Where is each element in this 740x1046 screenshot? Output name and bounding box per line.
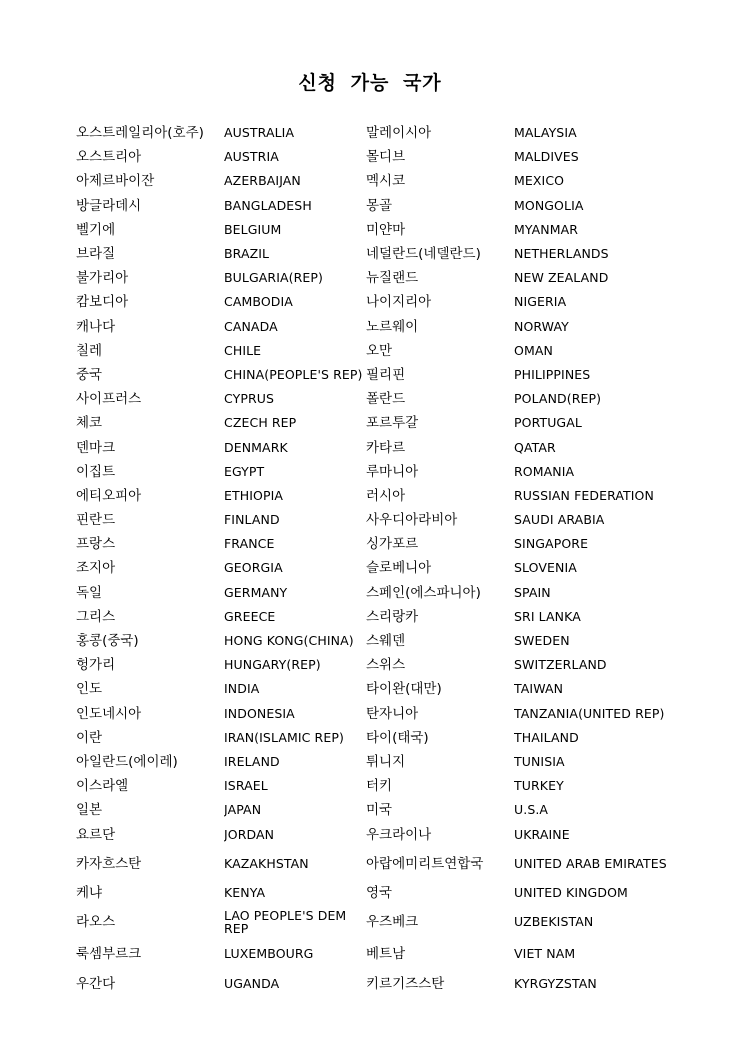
country-name-english: AUSTRIA [224,149,279,165]
country-name-english: IRAN(ISLAMIC REP) [224,729,344,745]
country-name-english: VIET NAM [514,945,576,961]
country-name-korean: 캐나다 [76,318,116,335]
country-name-korean: 오스트레일리아(호주) [76,125,204,142]
table-row [76,145,676,169]
country-name-korean: 라오스 [76,913,116,930]
country-name-korean: 폴란드 [366,391,406,408]
table-row [76,750,676,774]
country-name-korean: 미얀마 [366,221,406,238]
country-name-korean: 이스라엘 [76,778,129,795]
table-row [76,881,676,905]
country-name-korean: 오만 [366,342,393,359]
table-row [76,508,676,532]
country-name-korean: 나이지리아 [366,294,432,311]
country-name-english: UKRAINE [514,826,570,842]
country-name-english: PORTUGAL [514,415,582,431]
country-name-korean: 몰디브 [366,149,406,166]
country-name-korean: 몽골 [366,197,393,214]
country-name-korean: 뉴질랜드 [366,270,419,287]
country-name-korean: 스웨덴 [366,633,406,650]
country-name-korean: 칠레 [76,342,103,359]
country-name-english: AUSTRALIA [224,125,295,141]
country-name-english: TUNISIA [514,753,565,769]
country-name-korean: 에티오피아 [76,487,142,504]
country-name-english: SINGAPORE [514,536,589,552]
country-name-korean: 미국 [366,802,393,819]
table-row [76,532,676,556]
country-name-english: JAPAN [224,802,262,818]
table-row [76,556,676,580]
country-name-english: CHINA(PEOPLE'S REP) [224,366,363,382]
country-name-korean: 인도 [76,681,103,698]
country-name-korean: 룩셈부르크 [76,945,142,962]
country-name-korean: 중국 [76,366,103,383]
country-name-english: TANZANIA(UNITED REP) [514,705,665,721]
country-name-korean: 멕시코 [366,173,406,190]
country-name-english: SPAIN [514,584,551,600]
country-name-english: ISRAEL [224,778,268,794]
table-row [76,266,676,290]
country-name-english: GREECE [224,608,276,624]
country-name-korean: 스위스 [366,657,406,674]
country-name-korean: 싱가포르 [366,536,419,553]
country-name-korean: 일본 [76,802,103,819]
table-row [76,629,676,653]
country-name-english: CHILE [224,342,262,358]
country-name-korean: 필리핀 [366,366,406,383]
table-row [76,218,676,242]
country-name-english: FRANCE [224,536,275,552]
table-row [76,315,676,339]
table-row [76,822,676,846]
country-name-korean: 인도네시아 [76,705,142,722]
country-name-english: POLAND(REP) [514,391,602,407]
country-name-korean: 아랍에미리트연합국 [366,855,484,872]
table-row [76,169,676,193]
country-name-korean: 방글라데시 [76,197,142,214]
country-name-english: MEXICO [514,173,565,189]
country-name-english: SRI LANKA [514,608,581,624]
country-name-english: INDIA [224,681,260,697]
country-name-korean: 사우디아라비아 [366,512,458,529]
table-row [76,702,676,726]
country-name-korean: 프랑스 [76,536,116,553]
country-name-english: UNITED ARAB EMIRATES [514,856,667,872]
country-name-korean: 노르웨이 [366,318,419,335]
country-name-english: LUXEMBOURG [224,945,314,961]
country-name-korean: 우즈베크 [366,913,419,930]
country-name-english: OMAN [514,342,553,358]
country-name-english: BANGLADESH [224,197,312,213]
country-name-english: GERMANY [224,584,288,600]
country-name-english: FINLAND [224,512,280,528]
table-row [76,969,676,999]
country-name-korean: 터키 [366,778,393,795]
country-name-korean: 네덜란드(네델란드) [366,246,481,263]
country-name-english: NEW ZEALAND [514,270,609,286]
country-table [76,121,676,999]
country-name-english: SAUDI ARABIA [514,512,605,528]
country-name-english: UNITED KINGDOM [514,884,628,900]
country-name-korean: 카자흐스탄 [76,855,142,872]
country-name-english: CANADA [224,318,278,334]
table-row [76,581,676,605]
table-row [76,387,676,411]
table-row [76,460,676,484]
country-name-english: AZERBAIJAN [224,173,301,189]
country-name-korean: 브라질 [76,246,116,263]
country-name-english: IRELAND [224,753,280,769]
country-name-korean: 체코 [76,415,103,432]
country-name-korean: 아제르바이잔 [76,173,155,190]
country-name-english: NORWAY [514,318,569,334]
country-name-english: JORDAN [224,826,275,842]
country-name-english: KENYA [224,884,266,900]
country-name-english: MONGOLIA [514,197,584,213]
table-row [76,677,676,701]
country-name-english: SLOVENIA [514,560,577,576]
country-name-english: SWEDEN [514,633,570,649]
table-row [76,242,676,266]
country-name-korean: 그리스 [76,608,116,625]
country-name-english: CAMBODIA [224,294,293,310]
country-name-korean: 이집트 [76,463,116,480]
country-name-korean: 벨기에 [76,221,116,238]
country-name-korean: 캄보디아 [76,294,129,311]
country-name-korean: 포르투갈 [366,415,419,432]
country-name-english: BRAZIL [224,246,270,262]
country-name-english: MYANMAR [514,221,579,237]
country-name-korean: 이란 [76,729,103,746]
country-name-english: EGYPT [224,463,265,479]
country-name-korean: 베트남 [366,945,406,962]
country-name-english: DENMARK [224,439,288,455]
table-row [76,411,676,435]
table-row [76,121,676,145]
country-name-korean: 덴마크 [76,439,116,456]
table-row [76,290,676,314]
country-name-korean: 카타르 [366,439,406,456]
country-name-korean: 홍콩(중국) [76,633,139,650]
country-name-korean: 독일 [76,584,103,601]
country-name-english: U.S.A [514,802,549,818]
table-row [76,653,676,677]
country-name-english: ETHIOPIA [224,487,284,503]
country-name-english: CYPRUS [224,391,275,407]
country-name-english: KYRGYZSTAN [514,975,597,991]
country-name-korean: 요르단 [76,826,116,843]
country-name-english: UGANDA [224,975,280,991]
table-row [76,798,676,822]
country-name-english: BULGARIA(REP) [224,270,324,286]
table-row [76,194,676,218]
table-row [76,726,676,750]
country-name-korean: 슬로베니아 [366,560,432,577]
country-name-english: GEORGIA [224,560,283,576]
country-name-korean: 러시아 [366,487,406,504]
country-name-english: BELGIUM [224,221,282,237]
country-name-english: RUSSIAN FEDERATION [514,487,654,503]
country-name-english: PHILIPPINES [514,366,591,382]
country-name-english: ROMANIA [514,463,575,479]
table-row [76,905,676,939]
table-row [76,605,676,629]
country-name-korean: 루마니아 [366,463,419,480]
country-name-korean: 아일란드(에이레) [76,753,178,770]
country-name-korean: 스페인(에스파니아) [366,584,481,601]
country-name-english: HUNGARY(REP) [224,657,321,673]
country-name-english: CZECH REP [224,415,297,431]
country-name-korean: 사이프러스 [76,391,142,408]
country-name-korean: 핀란드 [76,512,116,529]
country-name-korean: 튀니지 [366,753,406,770]
country-name-korean: 탄자니아 [366,705,419,722]
table-row [76,774,676,798]
country-name-english: THAILAND [514,729,579,745]
country-name-korean: 우크라이나 [366,826,432,843]
country-name-korean: 우간다 [76,975,116,992]
country-name-korean: 타이(태국) [366,729,429,746]
country-name-english: KAZAKHSTAN [224,855,309,871]
table-row [76,363,676,387]
table-row [76,847,676,881]
country-name-korean: 말레이시아 [366,125,432,142]
table-row [76,939,676,969]
country-name-korean: 헝가리 [76,657,116,674]
country-name-english: NETHERLANDS [514,246,609,262]
country-name-english: NIGERIA [514,294,567,310]
country-table-body [76,121,676,999]
country-name-english: MALDIVES [514,149,579,165]
country-name-korean: 불가리아 [76,270,129,287]
country-name-korean: 오스트리아 [76,149,142,166]
table-row [76,435,676,459]
country-name-korean: 케냐 [76,884,103,901]
country-name-english: TAIWAN [514,681,564,697]
country-name-english: INDONESIA [224,705,295,721]
country-name-korean: 영국 [366,884,393,901]
country-name-english: QATAR [514,439,556,455]
table-row [76,484,676,508]
table-row [76,339,676,363]
page-title: 신청 가능 국가 [298,72,442,94]
country-name-english: UZBEKISTAN [514,913,594,929]
country-name-english: TURKEY [514,778,564,794]
country-name-english: MALAYSIA [514,125,577,141]
country-name-english: LAO PEOPLE'S DEM REP [224,907,347,936]
country-name-korean: 타이완(대만) [366,681,442,698]
country-name-korean: 스리랑카 [366,608,419,625]
country-name-korean: 키르기즈스탄 [366,975,445,992]
country-name-english: SWITZERLAND [514,657,607,673]
country-name-english: HONG KONG(CHINA) [224,633,354,649]
country-name-korean: 조지아 [76,560,116,577]
